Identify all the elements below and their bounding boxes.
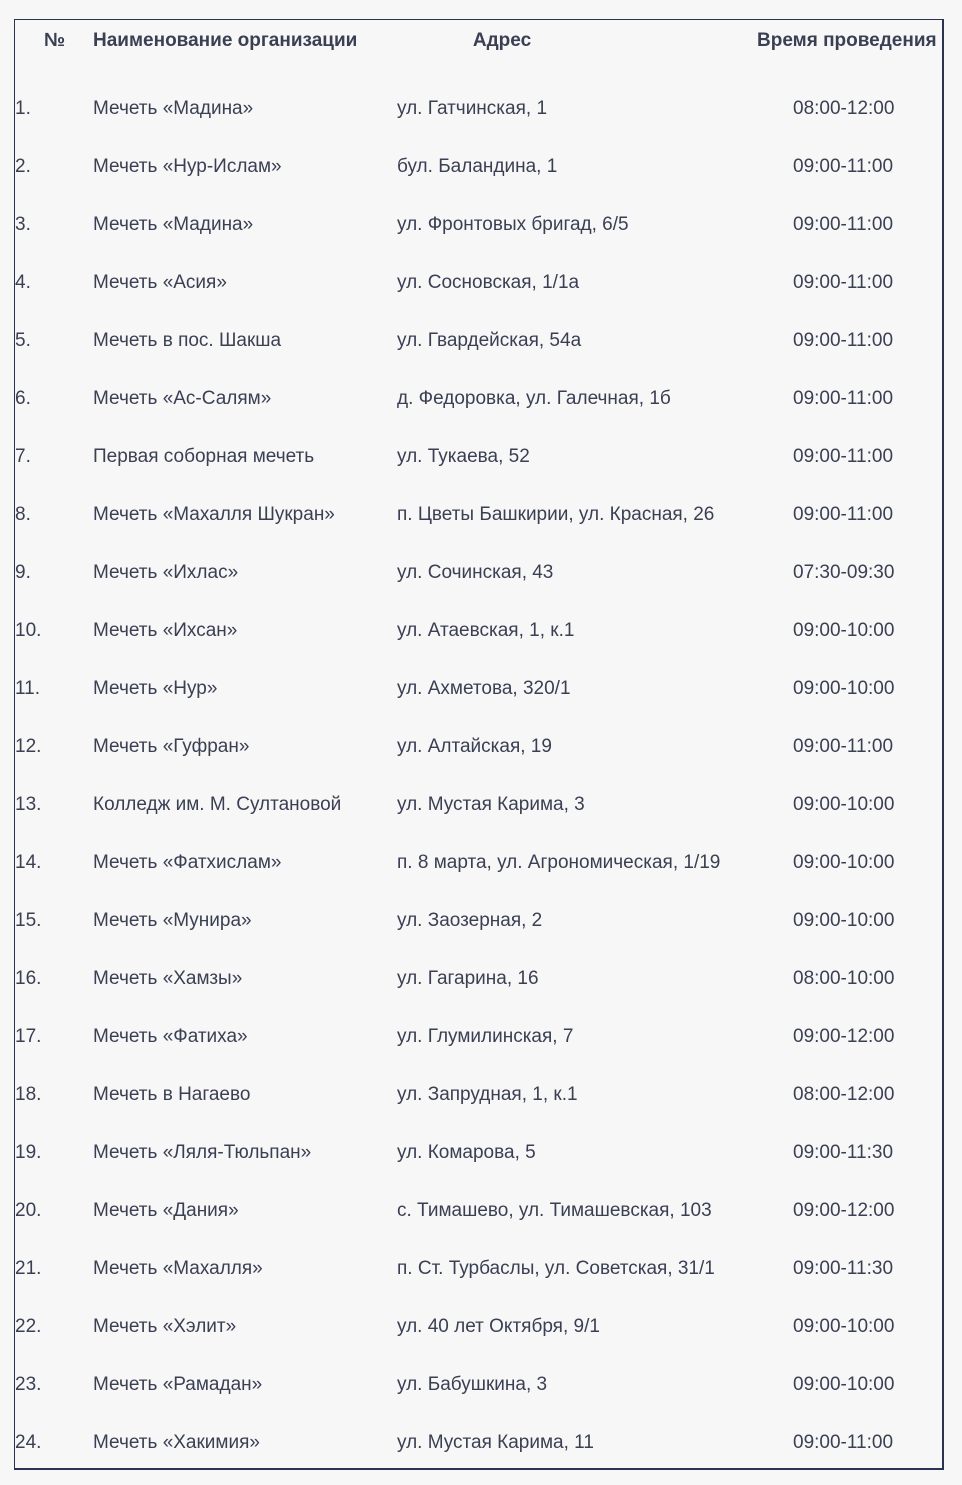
table-row [15,834,942,892]
time-range: 09:00-10:00 [793,1374,895,1395]
address: ул. Сочинская, 43 [397,562,554,583]
table-row [15,370,942,428]
time-range: 09:00-10:00 [793,794,895,815]
header-organization-name: Наименование организации [93,30,358,51]
address: ул. Сосновская, 1/1а [397,272,580,293]
address: ул. 40 лет Октября, 9/1 [397,1316,600,1337]
row-number: 13. [15,794,42,815]
row-number: 22. [15,1316,42,1337]
row-number: 10. [15,620,42,641]
table-header-row [15,20,942,60]
table-row [15,1008,942,1066]
address: ул. Фронтовых бригад, 6/5 [397,214,629,235]
time-range: 09:00-10:00 [793,620,895,641]
time-range: 09:00-11:00 [793,736,894,757]
organization-name: Мечеть «Мунира» [93,910,252,931]
organization-name: Мечеть «Хакимия» [93,1432,260,1453]
organization-name: Мечеть «Махалля Шукран» [93,504,335,525]
time-range: 08:00-12:00 [793,1084,895,1105]
time-range: 09:00-12:00 [793,1200,895,1221]
row-number: 5. [15,330,31,351]
schedule-table-frame [14,19,944,1470]
table-row [15,602,942,660]
address: п. 8 марта, ул. Агрономическая, 1/19 [397,852,721,873]
time-range: 09:00-11:00 [793,156,894,177]
row-number: 8. [15,504,31,525]
address: ул. Заозерная, 2 [397,910,543,931]
address: ул. Тукаева, 52 [397,446,530,467]
table-row [15,950,942,1008]
time-range: 09:00-10:00 [793,1316,895,1337]
table-row [15,1066,942,1124]
organization-name: Первая соборная мечеть [93,446,315,467]
row-number: 24. [15,1432,42,1453]
table-row [15,1356,942,1414]
table-row [15,1414,942,1472]
address: бул. Баландина, 1 [397,156,558,177]
organization-name: Мечеть «Гуфран» [93,736,250,757]
table-row [15,486,942,544]
address: п. Ст. Турбаслы, ул. Советская, 31/1 [397,1258,715,1279]
row-number: 21. [15,1258,42,1279]
address: ул. Бабушкина, 3 [397,1374,548,1395]
row-number: 19. [15,1142,42,1163]
address: ул. Алтайская, 19 [397,736,552,757]
header-address: Адрес [472,30,532,51]
time-range: 09:00-11:00 [793,272,894,293]
address: д. Федоровка, ул. Галечная, 1б [397,388,671,409]
organization-name: Мечеть «Хамзы» [93,968,243,989]
row-number: 4. [15,272,31,293]
header-number: № [44,30,66,51]
organization-name: Мечеть «Нур» [93,678,218,699]
organization-name: Мечеть «Нур-Ислам» [93,156,282,177]
time-range: 09:00-11:00 [793,446,894,467]
time-range: 09:00-10:00 [793,678,895,699]
time-range: 09:00-11:00 [793,1432,894,1453]
organization-name: Мечеть «Фатхислам» [93,852,282,873]
organization-name: Мечеть «Хэлит» [93,1316,237,1337]
organization-name: Мечеть «Ас-Салям» [93,388,272,409]
row-number: 17. [15,1026,42,1047]
time-range: 09:00-11:00 [793,330,894,351]
table-row [15,1182,942,1240]
organization-name: Мечеть «Фатиха» [93,1026,248,1047]
address: ул. Гвардейская, 54а [397,330,582,351]
row-number: 15. [15,910,42,931]
address: с. Тимашево, ул. Тимашевская, 103 [397,1200,712,1221]
organization-name: Колледж им. М. Султановой [93,794,342,815]
row-number: 18. [15,1084,42,1105]
time-range: 09:00-11:00 [793,388,894,409]
time-range: 09:00-10:00 [793,852,895,873]
row-number: 6. [15,388,31,409]
table-row [15,776,942,834]
table-row [15,1298,942,1356]
address: ул. Гатчинская, 1 [397,98,548,119]
time-range: 09:00-11:30 [793,1142,894,1163]
time-range: 09:00-11:30 [793,1258,894,1279]
organization-name: Мечеть в Нагаево [93,1084,251,1105]
organization-name: Мечеть «Рамадан» [93,1374,263,1395]
row-number: 20. [15,1200,42,1221]
time-range: 08:00-10:00 [793,968,895,989]
organization-name: Мечеть «Ихсан» [93,620,238,641]
organization-name: Мечеть «Махалля» [93,1258,263,1279]
row-number: 2. [15,156,31,177]
row-number: 7. [15,446,31,467]
address: ул. Мустая Карима, 3 [397,794,585,815]
table-row [15,60,942,138]
table-row [15,1124,942,1182]
table-row [15,138,942,196]
table-row [15,312,942,370]
organization-name: Мечеть «Ихлас» [93,562,239,583]
organization-name: Мечеть «Дания» [93,1200,239,1221]
table-row [15,718,942,776]
time-range: 09:00-12:00 [793,1026,895,1047]
time-range: 09:00-10:00 [793,910,895,931]
row-number: 14. [15,852,42,873]
schedule-table [15,20,942,1472]
time-range: 09:00-11:00 [793,504,894,525]
row-number: 9. [15,562,31,583]
organization-name: Мечеть в пос. Шакша [93,330,282,351]
address: ул. Запрудная, 1, к.1 [397,1084,578,1105]
table-row [15,544,942,602]
address: ул. Атаевская, 1, к.1 [397,620,575,641]
row-number: 23. [15,1374,42,1395]
organization-name: Мечеть «Ляля-Тюльпан» [93,1142,312,1163]
table-row [15,1240,942,1298]
row-number: 16. [15,968,42,989]
table-row [15,892,942,950]
row-number: 3. [15,214,31,235]
time-range: 07:30-09:30 [793,562,895,583]
address: ул. Комарова, 5 [397,1142,536,1163]
organization-name: Мечеть «Асия» [93,272,227,293]
address: ул. Гагарина, 16 [397,968,539,989]
row-number: 1. [15,98,31,119]
address: ул. Мустая Карима, 11 [397,1432,594,1453]
address: ул. Ахметова, 320/1 [397,678,571,699]
time-range: 09:00-11:00 [793,214,894,235]
row-number: 12. [15,736,42,757]
header-time: Время проведения [757,30,937,51]
address: п. Цветы Башкирии, ул. Красная, 26 [397,504,715,525]
table-row [15,196,942,254]
table-body [15,60,942,1472]
organization-name: Мечеть «Мадина» [93,98,254,119]
time-range: 08:00-12:00 [793,98,895,119]
table-row [15,660,942,718]
organization-name: Мечеть «Мадина» [93,214,254,235]
address: ул. Глумилинская, 7 [397,1026,574,1047]
table-row [15,254,942,312]
row-number: 11. [15,678,41,699]
table-row [15,428,942,486]
